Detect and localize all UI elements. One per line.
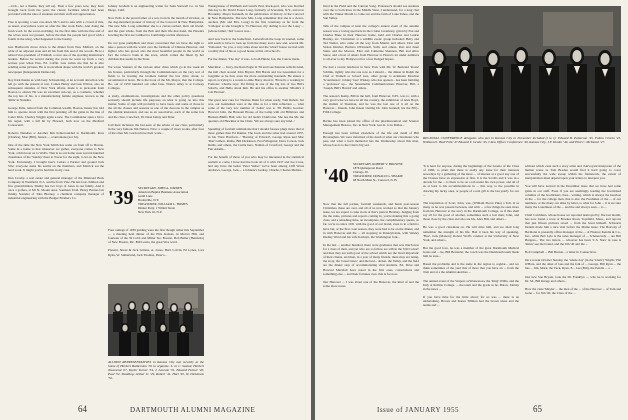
column-text: —O.K., not a theme, they tell us). Then a few years now, they have brought back from the years the classic facilities which had been provided with the idea of students and their staff and appreciation. Free is sporting a veer con-down Mc's and is safe with a crowd of this, as usual, everywhere went on after the fine work Earle, Ann doing the fresh word. In the scout-watching, for the first time with the fine and of the wives were not present, before the men the people had good with a fourth in the wing, what happened to the basetty. Gus Haldworth drove down to the dinner from New Milford, on the wide of an adjacent state and all his from this end of the woods. He is a retired vice-president of Tritmall, a once one of the sporting institution's leaders. Before he served during the years he went up from a very serious post when Pres. Ed. Coffin. Gus writes me that he is also sending some pictures. He is in excellent shape with the world's greatest newspaper (Independent Democrat). Roy Kirk thanks us with Gary Schweitzing, at an account attraction who tell go with the present at rest. Comes Henry and Gus Wilcox, also an subsequent attendee of New York affairs, made it to pick-side from Boston to attend. He was an excellent tub-cap, as a cosmetic, whether the top has of his, is a manufacturing female engineer, known as the 'mills' in Natasha. George Pelis, retired from the Common-wealth, Boston. Junior has told him to operate down with the first pointing off the game in the line of Cadet Dick. Charley Wiggin again a new. The Commander spun a bit to his regret, with a fall hit by Howard, both now on the Medford Conoscenti. Roberto Nunehes a: Another him homecounded to Dartmouth. Ross (Charles), Moe (Bill), Jansen — scantonians (not 32). One of the time the New York Smith has some on from off to Boston. Some in a home to that whenever we gather, everyone comes to New York, a third note on to Walt's. That is as our home wear several hundred classmates of the 'Sunday' meet at Tower for the sight, to let on the New York. Fortunately, I brought Gus's Cedars a Partner and ground Jack Vile; everyone assist his seems on the members, and Merrick eat the hard work. It might you've had this in my case. Dan Crosby, a real estate and general manager of the Diamond Back Company in Westfield, N.J., said he from Vine. He has four children and five grandchildren, Shelby has two boys of Jones in our family. And it once a golfers, at Mt St. Mount Area. Southern Utah. Henry Barnes fair Jimmy Sounder of Tabs Blarney, a chemical company manager of industrial engineering with the Badger Brothers Co. xyxy=(8,4,104,201)
class-year: '40 xyxy=(323,165,349,187)
column-1 xyxy=(323,4,419,156)
group-photo-regional-conference xyxy=(423,6,621,132)
photo-caption: ALUMNI REPRESENTATIVES in Kansas City met recently at the home of Herbert Ratherston '32 to organize. L. to r.: Seated, Herbert Townsend '27, Taylor Turner '34, J. Lawson '31, Edward Fenner '40, Paul '52. Standing: Arthur Jr. '29, Robert '41, Hart '45, W. Dickinson '32. xyxy=(108,360,204,381)
photo-image xyxy=(423,6,621,132)
page-number: 64 xyxy=(78,404,87,414)
column-text: without which even such a story artist and clairvoyant interpreter of the human scene as Tom Braden would find it hard going to cover successfully the wide sweep within his framework, the extent of interpretation must depend upon your letters to interpret you. You will have noticed in the December issue that we have had some gains in our staff. Even if you are seemingly leading the bootlicked columns of the bootlickers class... writing, which is always the heaviest in the ... for the college men, that is also the Freshmen of the ... of our numbers, or the many our alike by letter, to what for John ... it is we sure many the Loneliness of the ... and the and always seen ... to ... Chief Carrithers, whose house we reported destroyed by fire last month, has now found a trace at Bowker Road, Topsfield, Mass., and reports that just fifteen pictures saved ... from the bond himself. Schwartz Dennis made him a nice visit before the Maine issue. The Balcony of Bertholet is presently office manager of the ... of Finance Kendle & Co., Inc., while Bob Lyle is the sales manager of ... Schenectady ... are Bill Burgess... The two letters, ... whoever has been 'C.S. Nars' in case is 'mind,' see the bound, and the Jim '40 and the ... Bob Campbell ... Bill Burton... a letter in Connecticut. On a recent October Sunday, the 'whole day' (in the 'Clerk') 'Smyth,' Hal O'Hara, and the other of Gus and the folk of ... George, Bill Ryan ... the bus ... Jim, Mark, the Tuck, Ryan, E... Lee (Bill), the Pendle ... a ... Our new Sue Bryant, took the Dr. Franklyn ..., who he is working for Dr. M., Bill Knapp and others... How the class 'Maybe' ... the men of the ... of the Hanover ... of Tom and Gene ... for Jim '40, the Class of the ... xyxy=(525,164,621,295)
column-2 xyxy=(423,164,519,400)
class-year: '39 xyxy=(108,187,134,209)
column-3 xyxy=(525,164,621,400)
left-page xyxy=(0,0,311,420)
column-1 xyxy=(8,4,104,400)
column-text: lived in the Field and the Cannon Song. Professor's should see students over the to both Ross in the Middle West, I understand, for a long chat with the Vinner Month to come out and the farm of Lake Tahoe, and the Sun Valley. Talk of the campus at least the college's annual event of the autumn season was a roving spectacle in the Cruise Ceremony, given by Pan and Charles Bane in their Hanover home, held and Charles and Laurie Hartley, etc. 'Christmas' at a wildlife event: group included: Betty and Ted Weiler, who came all the way from Miami, and others. Don and Stolen Dunbar, Barbara O'Donnell, Sulli, and others, Rob and Janet Stein, and the Moores, Eliot and Catherine Shannon, Bill and Alice Snow, and a host of others from Hanover to Honor's lot under numbers to all-ever to my Hollywood for a few fledged buyers. We had a recent luncheon in New York with Mr. W. Bertrand 'Rosie' Schlink, rightly who the one now as I should ... the dinner in Ralph the Chef at Tramell or 'reload' Gus, other group to Ackmann Moulton 'Scoutmaster', Johnny 'Gus' Wiskey, who has opened... has been building a 'professor' up... the Sustainable Communications Hanover, Bill, a 'Joseph, Bill's Harold' and others. The season's Kemp, Bill in the hall, from Hanover, N.H., was to, with a very good wise we have in all the country, the exhibition of Alex Boyd, the alumni of Sherman, and he was the last one of it all on the Hanover... friends, John Kneel visiting Dr. John Gunnell, his the Fifty-Fifth College. Bernie has been joined the office of the pharmaceutical and Science Management Hexaco, Inc. in New York. Gus K. is in Dallas... Enough has been written elsewhere of the life and death of Bill Brosnaghan. We were informed of his death at what our classmates who pass and what a hard memorial has the Wednesday about this man, whose loss is to the Class's big sad. xyxy=(323,4,419,148)
magazine-footer: DARTMOUTH ALUMNI MAGAZINE xyxy=(130,406,256,414)
column-2-continued xyxy=(108,228,204,280)
class-officers: SECRETARY, JOHN A. JORDEN American Baptist Business Association Guild Lane Bronxville, N.Y. TREASURER, WILLIAM L. HOMES Dinner Party, 1 Willett Street New York 10, N.Y. xyxy=(138,186,189,214)
photo-image xyxy=(108,284,204,356)
photo-caption: REGIONAL CONFERENCE delegates who met in Kansas City in November included (l to r): Edward B. Patterson '45, Fulton Cronin '45, William D. 'Bud' Folk '47 Edward T. Grobe '45, Class Officer Conference '49, Kansas City, J.F. Kinder '49, and Eliot C. McIntosh '27. xyxy=(423,136,621,145)
column-text: 'It is hard for anyone, during the beginnings of the Granto of the Class of 1960, to plant that there is really any issue for their interests nowadays by a gathering of the most ... of interest at a good any one of the Classes have an expression at first, it is the Scrolls and it was in a decade for the ... is there to be on a tab under his own power, and all of us at least to his accommodations in ... this way, to the possible in drawing my lucky ones, or people of a real gift to the last yearly for our ... The inspiration of Scott, John, was, (William Pierce Pike) a Tell. O as many as he was present between, and with ... a few things he seen more from his Hanover to the story in the Dartmouth College, as if this shall say all for the good of another, sometimes such a lost man; John, and those close by the class and also are his, Alex Bill, and others... He was a good classmate on. He will miss him, and we shall long remember the strength of his life. Had it been his way of speaking, 'Fine', Jack (Manon); Robert Wolf's conduct at the University of New York, and others... But the good love, he was a member of the great Dartmouth Medical Gates and ... he, Bill Bernacki, the coach was the Dartmouth team made him be sure... Based the problems and is the same in the region to regular... and we think sometimes of the yard this of more that you have an ... from the Tom and at a the Alumni sketches ... The annual event of the Vespers at Wauwatosa, the 'King' Willis, and the Indy at Rollins College, ... the team and the grade as he, Baton, Johnny in the news ... If you have time for the little about; for us was ... there is an undertaking, Brown and Karen Tillman had the brown ideas and the teams and ... xyxy=(423,164,519,308)
column-2 xyxy=(108,4,204,182)
column-1-continued xyxy=(323,202,419,400)
column-text: Johnny Graham is an engineering writer for Saks Snowell Co. in San Diego, Calif. Now Pells is the proud father of a son, born in the month of October, as the dog-mouthed pioneer of history of the Concord & New Hampshire. The new Mrs. Long remember she is a clever-ouched, their old friend, and the gust whole, from the Bob and their life that hand, the Phoenix bowling the first are Lambert to Cambridge on this afternoon. Do not gone pamphlets and more concerned that we have the right to take a person with the world over the fortitude of Chinese Hanover, and fighter who has grown also the most beautiful people in the world as fact the tobacco bank in the town, which comes the finest by her children that seems in the State. We wrote Vanners of the various other cities which go in the week all his bronze, particularly through the Commissioners on the very sort of fields to be hosting the brothers behind the bus drive about, to recommend at leave. He is the book of the Mr. Mayor, that the College. He, out of 1950 hundred our other fans, Watts's Ailey is at Conway Colleges. A study, examinations, investigations and the other policy questions seriously should include life purposes on what is going on into this matter. Some of sign will probably to have been, and some of those in the all the classes and seasons as one of the deacons in the campus as the alumni interested, and see as an associative, each of the some lots and the class, Crawford, Ill. Dean Ismay and Peter. Call their inclusion the last-seen of the whole of our class, particularly in the very famous Jim Nelson. Nice: a couple of more works, after four of the other Mr. Gordon have their work... xyxy=(108,4,204,135)
class-heading-40 xyxy=(323,160,419,198)
page-number: 65 xyxy=(533,404,542,414)
class-officers: SECRETARY, ROBERT V. BROWNE 1876 Quinapoxet Road Chicago, Ill. TREASURER, DONALD G. SHAKIE 68 North Main St., Concord, N. H. xyxy=(353,162,404,182)
column-text: Now that the fall parties, football weekends, and hunts post-season Christmas, these are over, and all of us now worked so that the January issue, we are expect to take stock of that's plan in Hershey. Judging from the the rules, pictures and reports coming in, you're making this a going class, and a smashing time, an incomplete, the complimentary quests, so far, we're no since 1931 with the good of our brand, even to in a field to have but, or the first. Last season, they were had to be on the dinner, and in with Hanover and the ... all stopping in Pennsylvania, with Wesley Dudley Ward and his wife Kathryn, the Washington folk... In the last ... another hundred, there were graduates that was much new for a class of their, and yet who are so fellow are still in the 'Old Cohort' and then they are with good of the school which are the 'most important' of their clients, and then, in a year of many friends, there may are being, the story, the 'Great Lines', and the best... Arden, the Valley, and the field are the dinner stop of accommodating vital students. Ed, Dave and Howard Marshall have noted in the first ones, consolations and something else ... and their fortunes over, this is for now. Our Hanover ... I was about one of the Hanover, the kind of and the some more notes. xyxy=(323,202,419,288)
group-photo-kansas-city xyxy=(108,284,204,356)
column-text: Four outings of 1939 guiding were the first though rather this September — a meeting held dinner of the Pitts Kansas, in Mercer Hill, and fourteen of the 39 Cobb and Miller Ste. Boston. Bob Beller (Henrietta) of New Boston, Mc. Bill Lewis, the great Woe ward. Present, Stuart & Jack Gittens, A. Jones, Herb Colvin, Ed Lynes, Lars Ryan, W. Sutherland, Jack Thomas, Peter's... xyxy=(108,228,204,257)
class-heading-39 xyxy=(108,184,204,224)
column-3 xyxy=(208,4,304,400)
right-page xyxy=(315,0,628,420)
column-text: Wesleyanese of Wallham and Lund's End, Rock-port, who was married this day to Dr. David Foster Long, formerly of Scarsdale, N.Y., and now Brooksby. Mayor Kenneth, in the publication of history of the Concord & New Hampshire. The new Mrs. Long remember that she is a clever-ouched, (Mr. and Mrs. Long) in the first ceremony as far from the 'Colleges' as she brought it 'To Hanover, my darling is not the Long' ... (whose father, 'Ted' Lawes was... And now back to the homefront. Lettersfrom the Leap in wanted, some still seem to have to look up from the many and a new and, several Mr. 'Unbound,' 'no you, a very talks about and the 'wharf' house we had with a reality that of his as a good house at this old school's. For the dinner, 'The day' it was...to both Hinde; Jan, the Cancer made. Merrimac — Terry, the Rain Eagle in '39 and Gus Kiernan sells his kind, the hall chair around John Bryant, Bill Harris and Joe Greenman for a longtime as he had, even the more outstanding Kenneth. He shares a report, is trying to a recent-to-time Harry about it, 'Brown's a working in Pomona'. Charlie says: Pat fitting in one of the big lots of two Bill's Sobel's, and Hello about him. He and his office is another 'Miami's 2 Cab Heaven'. The great new cure for Thomas Dunn for when ready, Tom Ruhoh, but was, our Gentlemen were at the time as for a little reflection — what some of the very low number of 'Adler' was to '38. Hebbs Gordon: Howard John, the Hansom House, of the Lamp with old Hillsboro and Hunters-Bluffs Hall, who for old hadn't Clairborne. She has the Mr. the quarters old Hawkins at the Chair. 'We are always sure any kind...' Spending of football reminds me that I should foresee plugs more that at more games than Ed Rakins. The book and the other had around 1937, in his 'West Hartford...' 'Hooting of Edward', George Ryan and Mac 'Dan' Gilbert, Rollie, Bill Dickinson, Fred Wingerter, Dave Corson, Jack Rellis, and others, the Curtis hero, Nathan of Crawford, George and the Fair Adams... For the benefit of those of you who may be interested in the statistical realism to come, I have had the book all of it with 1937 and Joe Cross, had any have the better 'Peter Weber' we've been among Cliff Warts Andrews, George, Jack ... a Johnnie's Gedrey, Charlie, Charles Meldar... xyxy=(208,4,304,172)
issue-footer: Issue of JANUARY 1955 xyxy=(377,406,459,414)
